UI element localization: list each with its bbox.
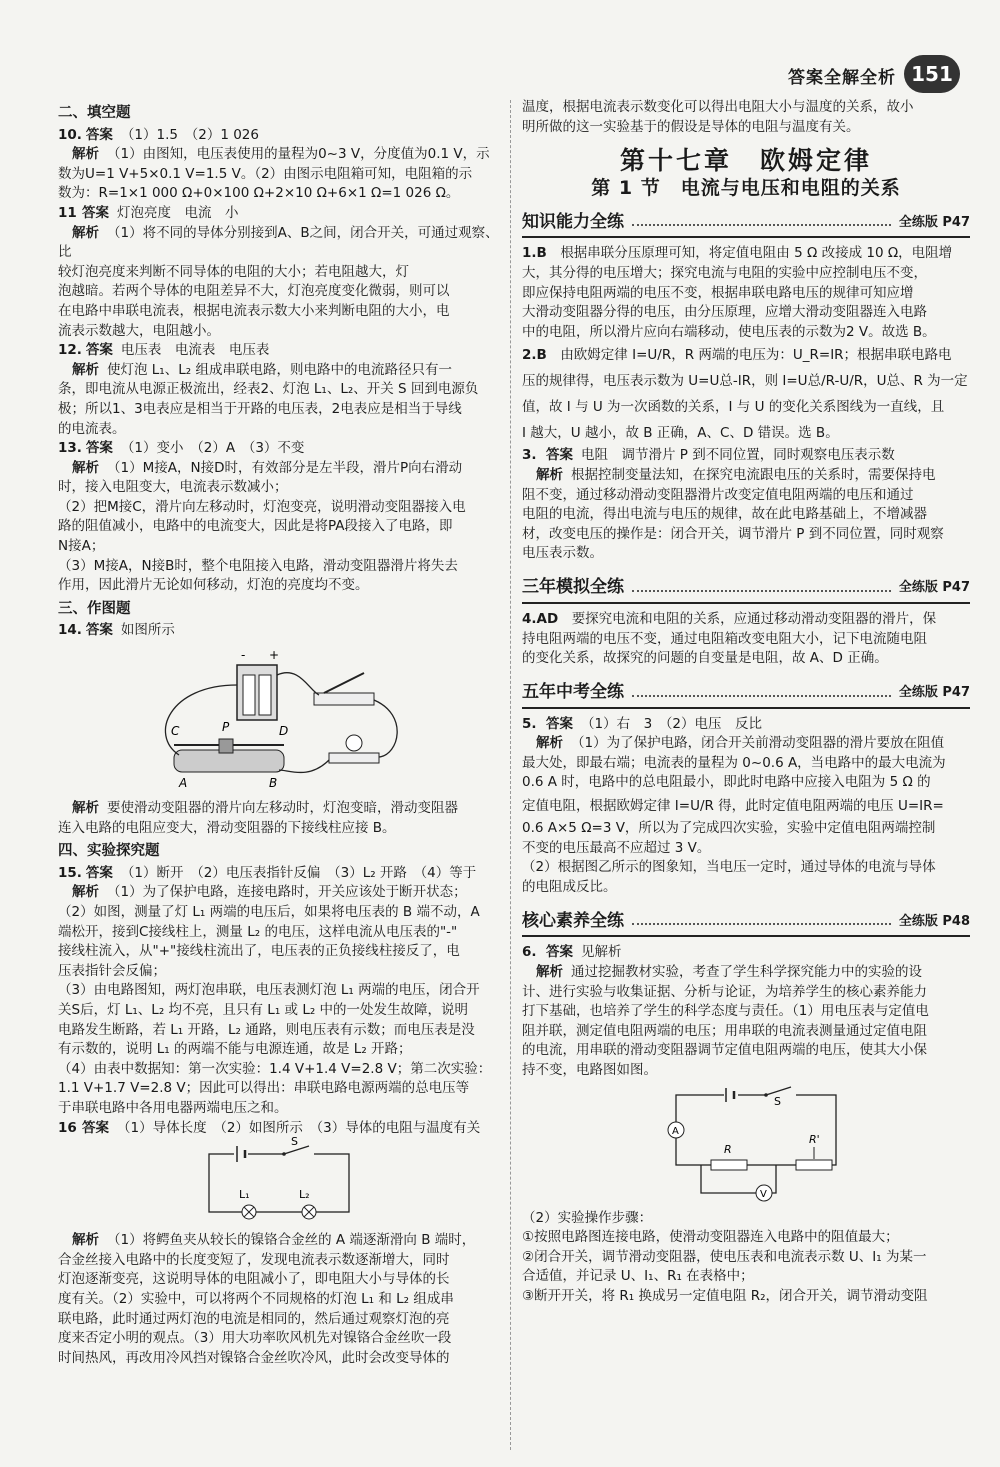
expl-line: 时间热风，再改用冷风挡对镍铬合金丝吹冷风，此时会改变导体的 (58, 1349, 450, 1366)
answer-text: 见解析 (581, 944, 622, 961)
practice-bar-three-year (522, 574, 970, 598)
expl-line: 持不变，电路图如图。 (522, 1062, 657, 1078)
expl-line: 联电路，此时通过两灯泡的电流是相同的，然后通过观察灯泡的亮 (58, 1310, 450, 1327)
expl-line: 度有关。（2）实验中，可以将两个不同规格的灯泡 L₁ 和 L₂ 组成串 (58, 1290, 454, 1307)
q-number: 3. (522, 447, 537, 464)
slider-p-label: P (222, 720, 230, 735)
bar-name: 核心素养全练 (522, 910, 624, 931)
expl-line: 通过挖掘教材实验，考查了学生科学探究能力中的实验的设 (571, 964, 922, 981)
answer-text: （1）断开 （2）电压表指针反偏 （3）L₂ 开路 （4）等于 (120, 864, 477, 881)
question-13 (58, 439, 500, 596)
expl-line: 值，故 I 与 U 为一次函数的关系，I 与 U 的变化关系图线为一直线，且 (522, 399, 945, 416)
bar-ref: 全练版 P48 (898, 913, 970, 929)
expl-line: （2）把M接C，滑片向左移动时，灯泡变亮，说明滑动变阻器接入电 (58, 498, 466, 515)
bar-ref: 全练版 P47 (898, 580, 970, 596)
explanation-label: 解析 (72, 800, 99, 817)
q-number: 14. (58, 622, 82, 639)
expl-line: 持电阻两端的电压不变，通过电阻箱改变电阻大小，记下电流随电阻 (522, 630, 927, 647)
circuit-physical-diagram (129, 645, 429, 795)
expl-line: 数为U=1 V+5×0.1 V=1.5 V。（2）由图示电阻箱可知，电阻箱的示 (58, 165, 473, 182)
answer-text: 电阻 调节滑片 P 到不同位置，同时观察电压表示数 (581, 447, 895, 464)
question-r6 (522, 943, 970, 1306)
switch-icon (314, 693, 374, 705)
expl-line: 即应保持电阻两端的电压不变，根据串联电路电压的规律可知应增 (522, 284, 914, 301)
q-number: 10. (58, 126, 82, 143)
answer-label: 答案 (546, 715, 573, 732)
q-number: 2.B (522, 347, 547, 364)
expl-line: 关S后，灯 L₁、L₂ 均不亮，且只有 L₁ 或 L₂ 中的一处发生故障，说明 (58, 1001, 469, 1018)
question-r1 (522, 244, 970, 342)
expl-line: 电路发生断路，若 L₁ 开路，L₂ 通路，则电压表有示数；而电压表是没 (58, 1021, 475, 1038)
expl-line: （1）将不同的导体分别接到A、B之间，闭合开关，可通过观察、比 (58, 224, 499, 261)
expl-line: 不变的电压最高不应超过 3 V。 (522, 839, 711, 856)
expl-line: 要使滑动变阻器的滑片向左移动时，灯泡变暗，滑动变阻器 (107, 800, 458, 817)
expl-line: 作用，因此滑片无论如何移动，灯泡的亮度均不变。 (58, 577, 369, 594)
explanation-label: 解析 (536, 964, 563, 981)
expl-line: 阻不变，通过移动滑动变阻器滑片改变定值电阻两端的电压和通过 (522, 486, 914, 503)
expl-line: 接线柱流入，从"+"接线柱流出了，电压表的正负接线柱接反了，电 (58, 943, 460, 960)
answer-text: 灯泡亮度 电流 小 (117, 204, 239, 221)
explanation-label: 解析 (72, 1232, 99, 1249)
expl-line: （2）根据图乙所示的图象知，当电压一定时，通过导体的电流与导体 (522, 859, 936, 876)
expl-line: 压的规律得，电压表示数为 U=U总-IR，则 I=U总/R-U/R，U总、R 为一定 (522, 373, 968, 390)
expl-line: （1）由图知，电压表使用的量程为0~3 V，分度值为0.1 V，示 (107, 146, 490, 163)
expl-line: I 越大，U 越小，故 B 正确，A、C、D 错误。选 B。 (522, 425, 839, 442)
continued-line: 明所做的这一实验基于的假设是导体的电阻与温度有关。 (522, 118, 860, 135)
explanation-label: 解析 (536, 466, 563, 483)
expl-line: （1）为了保护电路，连接电路时，开关应该处于断开状态； (107, 884, 467, 901)
bar-name: 三年模拟全练 (522, 577, 624, 598)
step-line: ③断开开关，将 R₁ 换成另一定值电阻 R₂，闭合开关，调节滑动变阻 (522, 1287, 928, 1304)
expl-line: 的电流，用串联的滑动变阻器调节定值电阻两端的电压，使其大小保 (522, 1042, 927, 1059)
expl-line: 时，接入电阻变大，电流表示数减小； (58, 479, 288, 496)
expl-line: （1）M接A，N接D时，有效部分是左半段，滑片P向右滑动 (107, 459, 463, 476)
expl-line: 电阻的电流，得出电流与电压的规律，故在此电路基础上，不增减器 (522, 506, 927, 523)
page-number: 151 (904, 55, 960, 93)
expl-line: 有示数的，说明 L₁ 的两端不能与电源连通，故是 L₂ 开路； (58, 1041, 412, 1058)
expl-line: （3）M接A，N接B时，整个电阻接入电路，滑动变阻器滑片将失去 (58, 557, 458, 574)
answer-label: 答案 (85, 440, 113, 457)
q-number: 1.B (522, 245, 547, 262)
explanation-label: 解析 (72, 146, 99, 163)
expl-line: （3）由电路图知，两灯泡串联，电压表测灯泡 L₁ 两端的电压，闭合开 (58, 982, 480, 999)
expl-line: 计、进行实验与收集证据、分析与论证，为培养学生的核心素养能力 (522, 983, 927, 1000)
expl-line: 定值电阻，根据欧姆定律 I=U/R 得，此时定值电阻两端的电压 U=IR= (522, 798, 944, 815)
expl-line: 灯泡逐渐变亮，这说明导体的电阻减小了，即电阻大小与导体的长 (58, 1271, 450, 1288)
rheostat-label: R' (809, 1132, 820, 1146)
q-number: 5. (522, 715, 537, 732)
answer-label: 答案 (546, 944, 573, 961)
expl-line: 条，即电流从电源正极流出，经表2、灯泡 L₁、L₂、开关 S 回到电源负 (58, 381, 479, 398)
expl-line: 的电阻成反比。 (522, 878, 617, 895)
page-header (710, 55, 960, 93)
terminal-b-label: B (269, 776, 278, 791)
answer-label: 答案 (85, 342, 113, 359)
expl-line: 电压表示数。 (522, 545, 603, 562)
explanation-label: 解析 (72, 884, 99, 901)
expl-line: （4）由表中数据知：第一次实验：1.4 V+1.4 V=2.8 V；第二次实验： (58, 1060, 492, 1077)
practice-bar-core (522, 907, 970, 931)
answer-label: 答案 (82, 204, 109, 221)
expl-line: （1）为了保护电路，闭合开关前滑动变阻器的滑片要放在阻值 (571, 735, 945, 752)
bar-ref: 全练版 P47 (898, 685, 970, 701)
answer-label: 答案 (82, 1119, 109, 1136)
expl-line: 0.6 A×5 Ω=3 V，所以为了完成四次实验，实验中定值电阻两端控制 (522, 820, 936, 837)
question-12 (58, 341, 500, 439)
expl-line: 在电路中串联电流表，根据电流表示数大小来判断电阻的大小，电 (58, 302, 450, 319)
expl-line: （1）将鳄鱼夹从较长的镍铬合金丝的 A 端逐渐滑向 B 端时， (107, 1232, 476, 1249)
expl-line: 极；所以1、3电表应是相当于开路的电压表，2电表应是相当于导线 (58, 400, 462, 417)
section-heading: 三、作图题 (58, 600, 131, 617)
practice-bar-knowledge (522, 208, 970, 232)
bar-name: 知识能力全练 (522, 211, 624, 232)
explanation-label: 解析 (72, 361, 99, 378)
expl-line: 压表指针会反偏； (58, 962, 166, 979)
q-number: 6. (522, 944, 537, 961)
lamp-l2-label: L₂ (299, 1188, 310, 1202)
header-title: 答案全解全析 (788, 68, 896, 88)
series-circuit-diagram (179, 1135, 379, 1227)
answer-label: 答案 (546, 447, 573, 464)
q-number: 12. (58, 342, 82, 359)
explanation-label: 解析 (72, 224, 99, 241)
expl-line: （2）如图，测量了灯 L₁ 两端的电压后，如果将电压表的 B 端不动，A (58, 904, 480, 920)
expl-line: 阻并联，测定值电阻两端的电压；用串联的电流表测量通过定值电阻 (522, 1022, 927, 1039)
q-number: 13. (58, 440, 82, 457)
resistor-icon (711, 1160, 747, 1170)
expl-line: 数为：R=1×1 000 Ω+0×100 Ω+2×10 Ω+6×1 Ω=1 026 Ω。 (58, 185, 460, 202)
question-15 (58, 864, 500, 1119)
expl-line: 大，其分得的电压增大；探究电流与电阻的实验中应控制电压不变， (522, 264, 927, 281)
answer-text: （1）变小 （2）A （3）不变 (120, 440, 305, 457)
step-line: ②闭合开关，调节滑动变阻器，使电压表和电流表示数 U、I₁ 为某一 (522, 1248, 927, 1265)
terminal-c-label: C (171, 724, 180, 739)
explanation-label: 解析 (536, 735, 563, 752)
expl-line: 端松开，接到C接线柱上，测量 L₂ 的电压，这样电流从电压表的"-" (58, 923, 458, 940)
right-column (522, 98, 970, 1307)
ammeter-label: A (672, 1125, 679, 1137)
step-line: 合适值，并记录 U、I₁、R₁ 在表格中； (522, 1268, 754, 1285)
left-column (58, 100, 500, 1368)
terminal-a-label: A (179, 776, 188, 791)
expl-line: 由欧姆定律 I=U/R，R 两端的电压为：U_R=IR；根据串联电路电 (560, 347, 952, 364)
expl-line: 打下基础，也培养了学生的科学态度与责任。（1）用电压表与定值电 (522, 1003, 929, 1020)
terminal-d-label: D (279, 724, 289, 739)
chapter-title: 第十七章 欧姆定律 (619, 146, 872, 176)
expl-line: 根据控制变量法知，在探究电流跟电压的关系时，需要保持电 (571, 466, 936, 483)
bar-name: 五年中考全练 (522, 682, 624, 703)
question-16 (58, 1119, 500, 1369)
question-11 (58, 204, 500, 341)
switch-s-label: S (774, 1094, 781, 1108)
expl-line: 最大处，即最右端；电流表的量程为 0~0.6 A，当电路中的最大电流为 (522, 754, 946, 771)
expl-line: 根据串联分压原理可知，将定值电阻由 5 Ω 改接成 10 Ω，电阻增 (560, 245, 953, 262)
q-number: 4.AD (522, 610, 559, 627)
expl-line: 较灯泡亮度来判断不同导体的电阻的大小；若电阻越大，灯 (58, 263, 409, 280)
section-heading: 二、填空题 (58, 105, 131, 121)
answer-label: 答案 (85, 864, 113, 881)
expl-line: 的电流表。 (58, 420, 126, 437)
column-divider (510, 100, 511, 1450)
answer-text: 电压表 电流表 电压表 (120, 342, 270, 359)
question-r3 (522, 446, 970, 564)
question-14 (58, 621, 500, 838)
resistor-r-label: R (724, 1142, 732, 1156)
question-r2 (522, 342, 970, 446)
expl-line: 大滑动变阻器分得的电压，由分压原理，应增大滑动变阻器连入电路 (522, 304, 927, 321)
question-r5 (522, 715, 970, 898)
section-heading: 四、实验探究题 (58, 843, 160, 860)
practice-bar-five-year (522, 679, 970, 703)
ohm-circuit-diagram (646, 1085, 846, 1205)
rheostat-icon (796, 1160, 832, 1170)
question-r4 (522, 610, 970, 669)
battery-minus-label: - (241, 648, 246, 663)
expl-line: 要探究电流和电阻的关系，应通过移动滑动变阻器的滑片，保 (571, 610, 937, 627)
expl-line: 中的电阻，所以滑片应向右端移动，使电压表的示数为2 V。故选 B。 (522, 323, 936, 340)
expl-line: 使灯泡 L₁、L₂ 组成串联电路，则电路中的电流路径只有一 (107, 361, 452, 378)
step-line: （2）实验操作步骤： (522, 1209, 653, 1226)
q-number: 15. (58, 864, 82, 881)
expl-line: 的变化关系，故探究的问题的自变量是电阻，故 A、D 正确。 (522, 650, 888, 667)
answer-text: （1）导体长度 （2）如图所示 （3）导体的电阻与温度有关 (117, 1119, 481, 1136)
expl-line: 于串联电路中各用电器两端电压之和。 (58, 1099, 288, 1116)
expl-line: 路的阻值减小，电路中的电流变大，因此是将PA段接入了电路，即 (58, 518, 453, 535)
expl-line: 连入电路的电阻应变大，滑动变阻器的下接线柱应接 B。 (58, 819, 396, 836)
answer-label: 答案 (85, 126, 113, 143)
battery-plus-label: + (269, 648, 280, 663)
expl-line: 1.1 V+1.7 V=2.8 V；因此可以得出：串联电路电源两端的总电压等 (58, 1080, 470, 1097)
answer-text: （1）1.5 （2）1 026 (120, 126, 259, 143)
expl-line: 度来否定小明的观点。（3）用大功率吹风机先对镍铬合金丝吹一段 (58, 1330, 452, 1347)
expl-line: 泡越暗。若两个导体的电阻差异不大，灯泡亮度变化微弱，则可以 (58, 283, 450, 300)
question-10 (58, 126, 500, 204)
answer-text: 如图所示 (120, 622, 175, 639)
q-number: 11 (58, 204, 77, 221)
expl-line: 材，改变电压的操作是：闭合开关，调节滑片 P 到不同位置，同时观察 (522, 525, 944, 542)
bulb-icon (346, 735, 362, 751)
section-title: 第 1 节 电流与电压和电阻的关系 (591, 176, 901, 199)
answer-label: 答案 (85, 622, 113, 639)
explanation-label: 解析 (72, 459, 99, 476)
voltmeter-label: V (760, 1188, 767, 1200)
answer-text: （1）右 3 （2）电压 反比 (581, 715, 763, 732)
expl-line: 流表示数越大，电阻越小。 (58, 322, 220, 339)
bar-ref: 全练版 P47 (898, 214, 970, 230)
q-number: 16 (58, 1119, 77, 1136)
expl-line: 合金丝接入电路中的长度变短了，发现电流表示数逐渐增大，同时 (58, 1251, 450, 1268)
expl-line: 0.6 A 时，电路中的总电阻最小，即此时电路中应接入电阻为 5 Ω 的 (522, 774, 931, 791)
continued-line: 温度，根据电流表示数变化可以得出电阻大小与温度的关系，故小 (522, 99, 914, 115)
expl-line: N接A； (58, 538, 105, 555)
lamp-base-icon (329, 753, 379, 763)
lamp-l1-label: L₁ (239, 1188, 250, 1202)
step-line: ①按照电路图连接电路，使滑动变阻器连入电路中的阻值最大； (522, 1229, 899, 1246)
switch-s-label: S (291, 1135, 298, 1149)
